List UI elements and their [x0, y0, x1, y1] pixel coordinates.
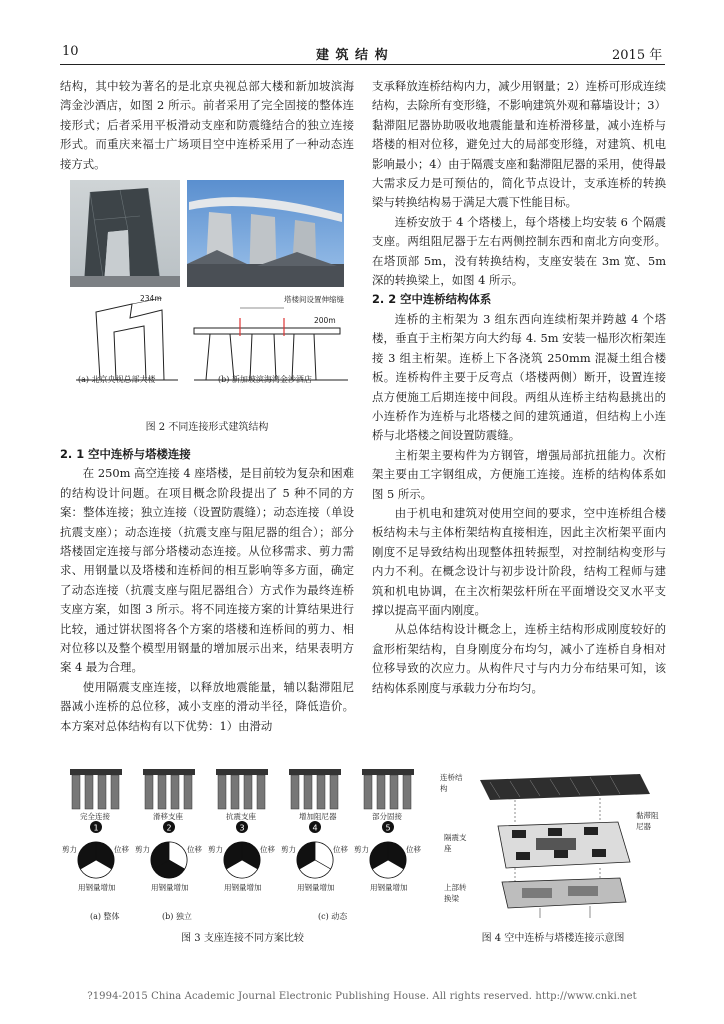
journal-year: 2015 年: [612, 48, 663, 63]
scheme-bridge-deck: [216, 769, 268, 775]
fig4-label-isolator: 隔震支座: [444, 833, 467, 853]
scheme-name: 部分固接: [372, 812, 402, 821]
left-intro: [60, 77, 354, 174]
fig3-scheme-comparison: [60, 765, 425, 935]
pie-displacement-label: 位移: [260, 845, 275, 854]
cctv-elevation-drawing: [70, 292, 182, 384]
paragraph: 连桥安放于 4 个塔楼上，每个塔楼上均安装 6 个隔震支座。两组阻尼器于左右两侧控制东西和南北方向变形。在塔顶部 5m，没有转换结构，支座安装在 3m 宽、5m 深的转换梁上，如图 4 所示。: [372, 214, 666, 288]
scheme-name: 抗震支座: [226, 812, 256, 821]
scheme-tower: [403, 775, 411, 809]
paragraph: 连桥的主桁架为 3 组东西向连续桁架并跨越 4 个塔楼，垂直于主桁架方向大约每 4. 5m 安装一榀形次桁架连接 3 组主桁架。连桥上下各浇筑 250mm 混凝土组合楼板。连桥构件主要于反弯点（塔楼两侧）断开，设置连接点方便施工后期连接中间段。两组从连桥主结构悬挑出的小连桥作为连桥与北塔楼之间的建筑通道，但结构上小连桥与北塔楼之间设置防震缝。: [372, 311, 666, 443]
scheme-tower: [244, 775, 252, 809]
pie-displacement-label: 位移: [406, 845, 421, 854]
fig4-label-bridge: 连桥结构: [440, 773, 463, 793]
pie-displacement-label: 位移: [187, 845, 202, 854]
scheme-tower: [304, 775, 312, 809]
scheme-name: 滑移支座: [153, 812, 183, 821]
section-heading-2-2: 2. 2 空中连桥结构体系: [372, 292, 492, 307]
paragraph: 在 250m 高空连接 4 座塔楼，是目前较为复杂和困难的结构设计问题。在项目概念阶段提出了 5 种不同的方案：整体连接；独立连接（设置防震缝）；动态连接（单设抗震支座）；动态连接（抗震支座与阻尼器的组合）；部分塔楼固定连接与部分塔楼动态连接。从位移需求、剪力需求、用钢量以及塔楼和连桥间的相互影响等多方面，确定了动态连接（抗震支座与阻尼器组合）方式作为最终连桥支座方案，如图 3 所示。将不同连接方案的计算结果进行比较，通过饼状图将各个方案的塔楼和连桥间的剪力、相对位移以及整个模型用钢量的增加展示出来，结果表明方案 4 最为合理。: [60, 466, 354, 675]
scheme-tower: [390, 775, 398, 809]
section-heading-2-1: 2. 1 空中连桥与塔楼连接: [60, 447, 191, 461]
scheme-tower: [218, 775, 226, 809]
scheme-bridge-deck: [362, 769, 414, 775]
page-number: 10: [62, 44, 79, 59]
paragraph: 结构，其中较为著名的是北京央视总部大楼和新加坡滨海湾金沙酒店，如图 2 所示。前者采用了完全固接的整体连接形式；后者采用平板滑动支座和防震缝结合的独立连接形式。而重庆来福士广场项目空中连桥采用了一种动态连接方式。: [60, 79, 354, 171]
pie-shear-label: 剪力: [281, 845, 296, 854]
left-section-2-1: [60, 445, 354, 736]
fig3-caption: 图 3 支座连接不同方案比较: [181, 933, 304, 944]
scheme-number: 5: [385, 823, 391, 833]
marina-bay-photo: [187, 180, 344, 287]
scheme-tower: [85, 775, 93, 809]
header-rule: [60, 64, 665, 65]
scheme-tower: [377, 775, 385, 809]
scheme-tower: [231, 775, 239, 809]
fig3-sub-b: (b) 独立: [162, 912, 192, 921]
pie-steel-label: 用钢量增加: [78, 883, 116, 892]
scheme-tower: [330, 775, 338, 809]
pie-displacement-label: 位移: [333, 845, 348, 854]
fig2-sub-b: (b) 新加坡滨海湾金沙酒店: [218, 375, 312, 384]
fig4-bridge-connection-diagram: [440, 770, 666, 920]
cctv-height-label: 234m: [140, 294, 162, 303]
right-column: [372, 77, 666, 698]
marina-height-label: 200m: [314, 316, 336, 325]
fig2-sub-a: (a) 北京央视总部大楼: [78, 375, 156, 384]
scheme-tower: [98, 775, 106, 809]
pie-steel-label: 用钢量增加: [224, 883, 262, 892]
scheme-name: 完全连接: [80, 812, 110, 821]
fig4-caption: 图 4 空中连桥与塔楼连接示意图: [481, 933, 625, 944]
scheme-tower: [257, 775, 265, 809]
pie-steel-label: 用钢量增加: [151, 883, 189, 892]
pie-shear-label: 剪力: [354, 845, 369, 854]
scheme-number: 1: [93, 823, 99, 833]
pie-shear-label: 剪力: [208, 845, 223, 854]
scheme-tower: [184, 775, 192, 809]
scheme-tower: [291, 775, 299, 809]
paragraph: 使用隔震支座连接，以释放地震能量，辅以黏滞阻尼器减小连桥的总位移，减小支座的滑动半径，降低造价。本方案对总体结构有以下优势：1）由滑动: [60, 679, 354, 733]
scheme-number: 4: [312, 823, 318, 833]
paragraph: 支承释放连桥结构内力，减少用钢量；2）连桥可形成连续结构，去除所有变形缝，不影响建筑外观和幕墙设计；3）黏滞阻尼器协助吸收地震能量和连桥滑移量，减小连桥与塔楼的相对位移，避免过大的局部变形缝，对建筑、机电影响最小；4）由于隔震支座和黏滞阻尼器的采用，使得最大需求反力是可预估的，简化节点设计，支承连桥的转换梁与转换结构易于满足大震下性能目标。: [372, 79, 666, 210]
pie-steel-label: 用钢量增加: [297, 883, 335, 892]
fig3-sub-a: (a) 整体: [90, 912, 120, 921]
copyright-footer: ?1994-2015 China Academic Journal Electronic Publishing House. All rights reserved. http://www.cnki.net: [87, 991, 637, 1002]
scheme-tower: [364, 775, 372, 809]
cctv-photo: [70, 180, 180, 287]
expansion-joint-note: 塔楼间设置伸缩缝: [284, 295, 344, 304]
fig4-label-damper: 黏滞阻尼器: [636, 811, 659, 831]
paragraph: 主桁架主要构件为方钢管，增强局部抗扭能力。次桁架主要由工字钢组成，方便施工连接。连桥的结构体系如图 5 所示。: [372, 447, 666, 501]
fig4-label-transfer: 上部转换梁: [444, 883, 467, 903]
paragraph: 由于机电和建筑对使用空间的要求，空中连桥组合楼板结构未与主体桁架结构直接相连，因此主次桁架平面内刚度不足导致结构出现整体扭转振型，对控制结构变形与内力不利。在概念设计与初步设计阶段，结构工程师与建筑和机电协调，在主次桁架弦杆所在平面增设交叉水平支撑以提高平面内刚度。: [372, 505, 666, 617]
pie-shear-label: 剪力: [135, 845, 150, 854]
marina-elevation-drawing: [190, 292, 352, 384]
journal-title: 建 筑 结 构: [316, 48, 389, 63]
fig2-caption: 图 2 不同连接形式建筑结构: [145, 422, 269, 433]
scheme-tower: [158, 775, 166, 809]
scheme-number: 3: [239, 823, 245, 833]
scheme-tower: [145, 775, 153, 809]
pie-steel-label: 用钢量增加: [370, 883, 408, 892]
scheme-tower: [72, 775, 80, 809]
scheme-number: 2: [166, 823, 172, 833]
scheme-tower: [111, 775, 119, 809]
scheme-tower: [171, 775, 179, 809]
fig3-sub-c: (c) 动态: [318, 912, 348, 921]
scheme-name: 增加阻尼器: [299, 812, 337, 821]
scheme-tower: [317, 775, 325, 809]
pie-shear-label: 剪力: [62, 845, 77, 854]
scheme-bridge-deck: [289, 769, 341, 775]
paragraph: 从总体结构设计概念上，连桥主结构形成刚度较好的盒形桁架结构，自身刚度分布均匀，减小了连桥自身相对位移导致的次应力。从构件尺寸与内力分布结果可知，该结构体系刚度与承载力分布均匀。: [372, 622, 666, 695]
scheme-bridge-deck: [143, 769, 195, 775]
pie-displacement-label: 位移: [114, 845, 129, 854]
scheme-bridge-deck: [70, 769, 122, 775]
